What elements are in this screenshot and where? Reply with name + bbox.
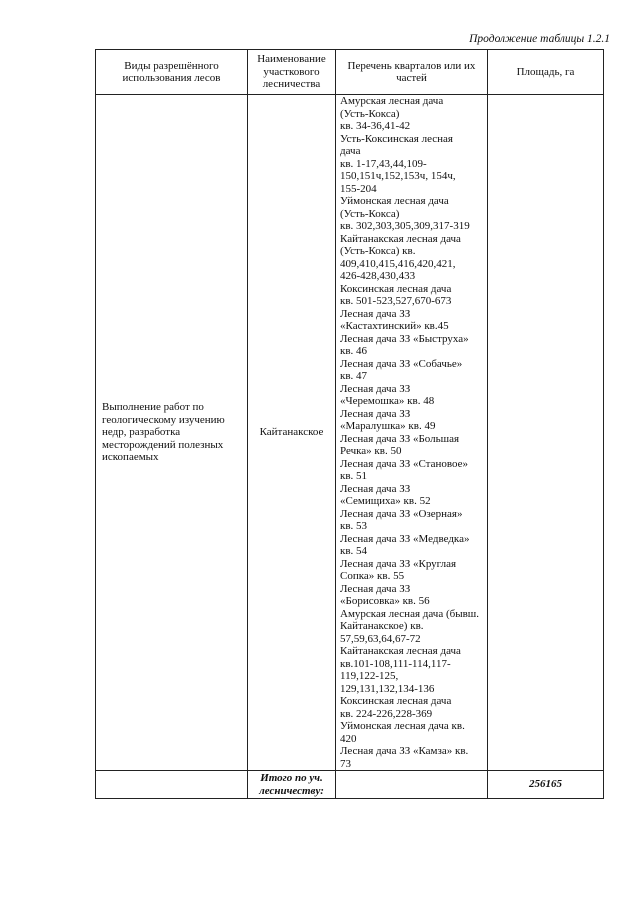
table-row <box>96 95 604 771</box>
quarter-line: кв.101-108,111-114,117- <box>340 657 451 670</box>
header-area: Площадь, га <box>488 50 604 95</box>
quarter-line: кв. 501-523,527,670-673 <box>340 295 452 307</box>
forest-use-table <box>95 49 604 799</box>
header-usage: Виды разрешённого использования лесов <box>96 50 248 95</box>
cell-quarters <box>336 95 488 771</box>
cell-forestry: Кайтанакское <box>248 95 336 771</box>
cell-area <box>488 95 604 771</box>
total-empty-cell-2 <box>336 771 488 799</box>
quarter-line: Коксинская лесная дача <box>340 282 452 295</box>
quarter-line: кв. 47 <box>340 370 368 382</box>
total-label: Итого по уч. лесничеству: <box>248 771 336 799</box>
quarter-line: «Маралушка» кв. 49 <box>340 420 436 432</box>
quarter-line: 73 <box>340 757 351 770</box>
quarter-line: Лесная дача ЗЗ «Собачье» <box>340 357 463 370</box>
quarter-line: Кайтанакская лесная дача <box>340 232 461 245</box>
quarter-line: Амурская лесная дача (бывш. <box>340 607 480 620</box>
quarter-line: Лесная дача ЗЗ «Медведка» <box>340 532 470 545</box>
quarter-line: Кайтанакская лесная дача <box>340 645 461 657</box>
total-area: 256165 <box>488 771 604 799</box>
total-empty-cell <box>96 771 248 799</box>
quarter-line: Лесная дача ЗЗ <box>340 582 411 595</box>
quarter-line: Сопка» кв. 55 <box>340 570 405 582</box>
table-header-row <box>96 50 604 95</box>
quarter-line: (Усть-Кокса) <box>340 107 400 120</box>
quarter-line: кв. 53 <box>340 520 368 532</box>
quarter-line: 409,410,415,416,420,421, <box>340 257 456 270</box>
quarter-line: 119,122-125, <box>340 670 399 682</box>
total-row <box>96 771 604 799</box>
quarter-line: кв. 1-17,43,44,109- <box>340 157 427 170</box>
quarter-line: (Усть-Кокса) <box>340 207 400 220</box>
quarter-line: Лесная дача ЗЗ «Становое» <box>340 457 469 470</box>
header-forestry: Наименование участкового лесничества <box>248 50 336 95</box>
quarter-line: (Усть-Кокса) кв. <box>340 245 416 257</box>
cell-usage: Выполнение работ по геологическому изучению недр, разработка месторождений полезных ископаемых <box>96 95 248 771</box>
quarter-line: Лесная дача ЗЗ <box>340 307 411 320</box>
quarter-line: Уймонская лесная дача кв. <box>340 720 465 732</box>
quarter-line: Кайтанакское) кв. <box>340 620 424 632</box>
quarter-line: Лесная дача ЗЗ «Круглая <box>340 557 457 570</box>
quarter-line: Лесная дача ЗЗ «Озерная» <box>340 507 463 520</box>
quarter-line: Уймонская лесная дача <box>340 195 449 207</box>
quarter-line: Усть-Коксинская лесная <box>340 132 453 145</box>
quarter-line: Лесная дача ЗЗ «Камза» кв. <box>340 745 469 757</box>
quarter-line: «Борисовка» кв. 56 <box>340 595 430 607</box>
quarter-line: 426-428,430,433 <box>340 270 416 282</box>
quarter-line: Лесная дача ЗЗ <box>340 482 411 495</box>
quarter-line: 57,59,63,64,67-72 <box>340 632 421 645</box>
quarter-line: дача <box>340 145 361 157</box>
quarter-line: «Черемошка» кв. 48 <box>340 395 435 407</box>
quarter-line: 129,131,132,134-136 <box>340 682 435 695</box>
quarters-list <box>340 95 485 770</box>
quarter-line: кв. 34-36,41-42 <box>340 120 411 132</box>
header-quarters: Перечень кварталов или их частей <box>336 50 488 95</box>
quarter-line: Амурская лесная дача <box>340 95 444 107</box>
quarter-line: Лесная дача ЗЗ <box>340 382 411 395</box>
quarter-line: Лесная дача ЗЗ «Большая <box>340 432 460 445</box>
quarter-line: кв. 46 <box>340 345 368 357</box>
quarter-line: кв. 51 <box>340 470 368 482</box>
quarter-line: 150,151ч,152,153ч, 154ч, <box>340 170 456 182</box>
quarter-line: Речка» кв. 50 <box>340 445 402 457</box>
quarter-line: Коксинская лесная дача <box>340 695 452 707</box>
quarter-line: кв. 224-226,228-369 <box>340 707 433 720</box>
quarter-line: кв. 302,303,305,309,317-319 <box>340 220 470 232</box>
quarter-line: Лесная дача ЗЗ <box>340 407 411 420</box>
quarter-line: 420 <box>340 732 357 745</box>
quarter-line: «Кастахтинский» кв.45 <box>340 320 449 332</box>
quarter-line: 155-204 <box>340 182 377 195</box>
quarter-line: «Семищиха» кв. 52 <box>340 495 431 507</box>
quarter-line: кв. 54 <box>340 545 368 557</box>
table-caption: Продолжение таблицы 1.2.1 <box>469 33 610 45</box>
quarter-line: Лесная дача ЗЗ «Быструха» <box>340 332 469 345</box>
